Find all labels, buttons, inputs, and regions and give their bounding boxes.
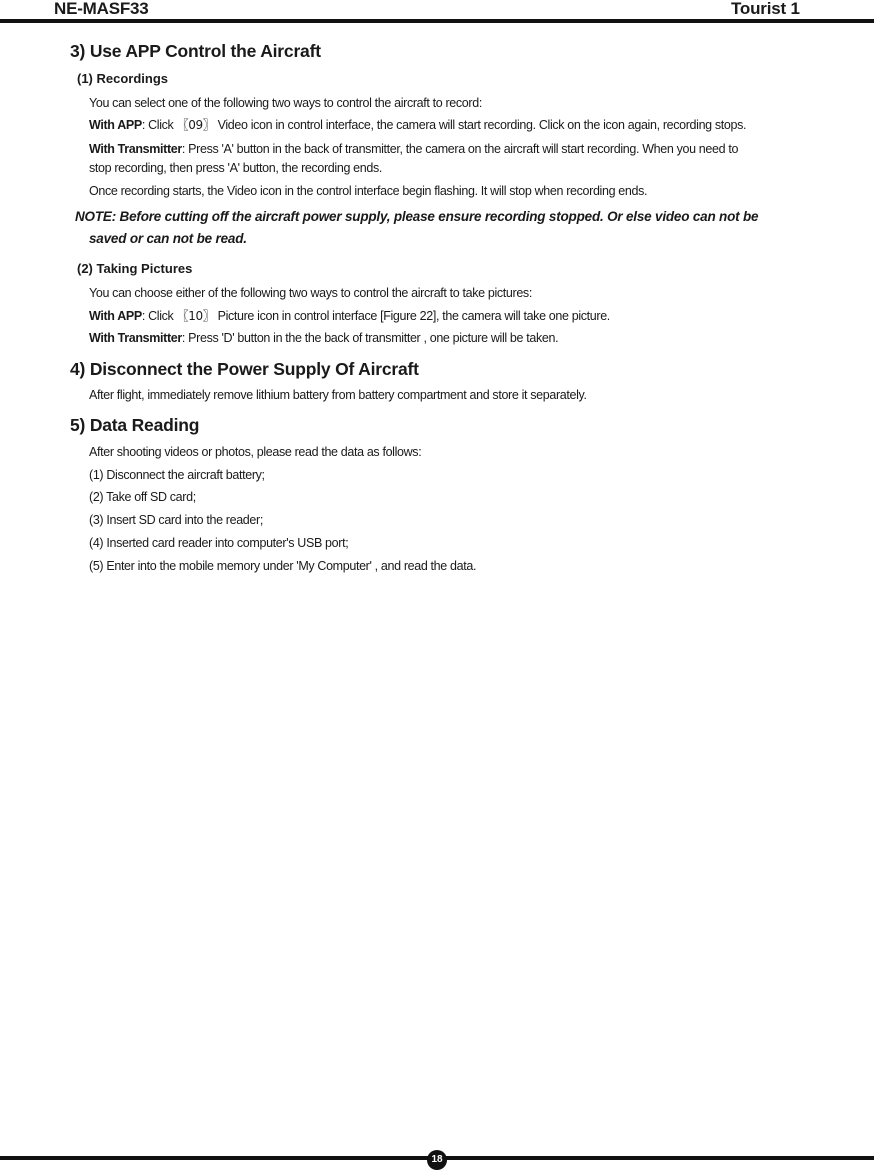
recordings-app-pre: : Click: [141, 118, 177, 132]
with-transmitter-label: With Transmitter: [89, 331, 182, 345]
recordings-flash-line: Once recording starts, the Video icon in the control interface begin flashing. It will stop when recording ends.: [89, 184, 648, 198]
section5-heading: 5) Data Reading: [70, 415, 200, 435]
section3-heading: 3) Use APP Control the Aircraft: [70, 41, 321, 61]
list-item: (1) Disconnect the aircraft battery;: [89, 468, 265, 482]
recordings-app-line: [89, 117, 746, 133]
recordings-heading: (1) Recordings: [77, 71, 169, 86]
pictures-app-pre: : Click: [141, 309, 177, 323]
recordings-intro: You can select one of the following two ways to control the aircraft to record:: [89, 96, 482, 110]
video-icon-ref: 〖09〗: [176, 118, 215, 132]
note-line1: NOTE: Before cutting off the aircraft power supply, please ensure recording stopped. Or else video can not be: [75, 209, 759, 224]
pictures-app-line: [89, 308, 610, 324]
with-app-label: With APP: [89, 309, 142, 323]
with-transmitter-label: With Transmitter: [89, 142, 182, 156]
list-item: (3) Insert SD card into the reader;: [89, 513, 263, 527]
section5-intro: After shooting videos or photos, please read the data as follows:: [89, 445, 422, 459]
page-number-badge: 18: [427, 1150, 447, 1170]
recordings-transmitter-para: [89, 140, 819, 178]
header-model-name: NE-MASF33: [54, 0, 149, 18]
pictures-transmitter-line: [89, 330, 558, 346]
with-app-label: With APP: [89, 118, 142, 132]
pictures-app-post: Picture icon in control interface [Figure 22], the camera will take one picture.: [214, 309, 610, 323]
section4-text: After flight, immediately remove lithium battery from battery compartment and store it separately.: [89, 388, 587, 402]
header-product-name: Tourist 1: [731, 0, 800, 18]
list-item: (4) Inserted card reader into computer's USB port;: [89, 536, 349, 550]
recordings-tx-line2: stop recording, then press 'A' button, the recording ends.: [89, 161, 382, 175]
pictures-heading: (2) Taking Pictures: [77, 261, 193, 276]
section4-heading: 4) Disconnect the Power Supply Of Aircraft: [70, 359, 419, 379]
picture-icon-ref: 〖10〗: [176, 309, 215, 323]
recordings-app-post: Video icon in control interface, the camera will start recording. Click on the icon again, recording stops.: [214, 118, 747, 132]
list-item: (5) Enter into the mobile memory under 'My Computer' , and read the data.: [89, 559, 477, 573]
recordings-tx-line1: : Press 'A' button in the back of transmitter, the camera on the aircraft will start recording. When you need to: [181, 142, 739, 156]
pictures-intro: You can choose either of the following two ways to control the aircraft to take pictures:: [89, 286, 532, 300]
header-rule: [0, 19, 874, 23]
note-line2: saved or can not be read.: [89, 231, 247, 246]
pictures-tx-text: : Press 'D' button in the the back of transmitter , one picture will be taken.: [181, 331, 559, 345]
list-item: (2) Take off SD card;: [89, 490, 196, 504]
note-block: [75, 206, 817, 250]
